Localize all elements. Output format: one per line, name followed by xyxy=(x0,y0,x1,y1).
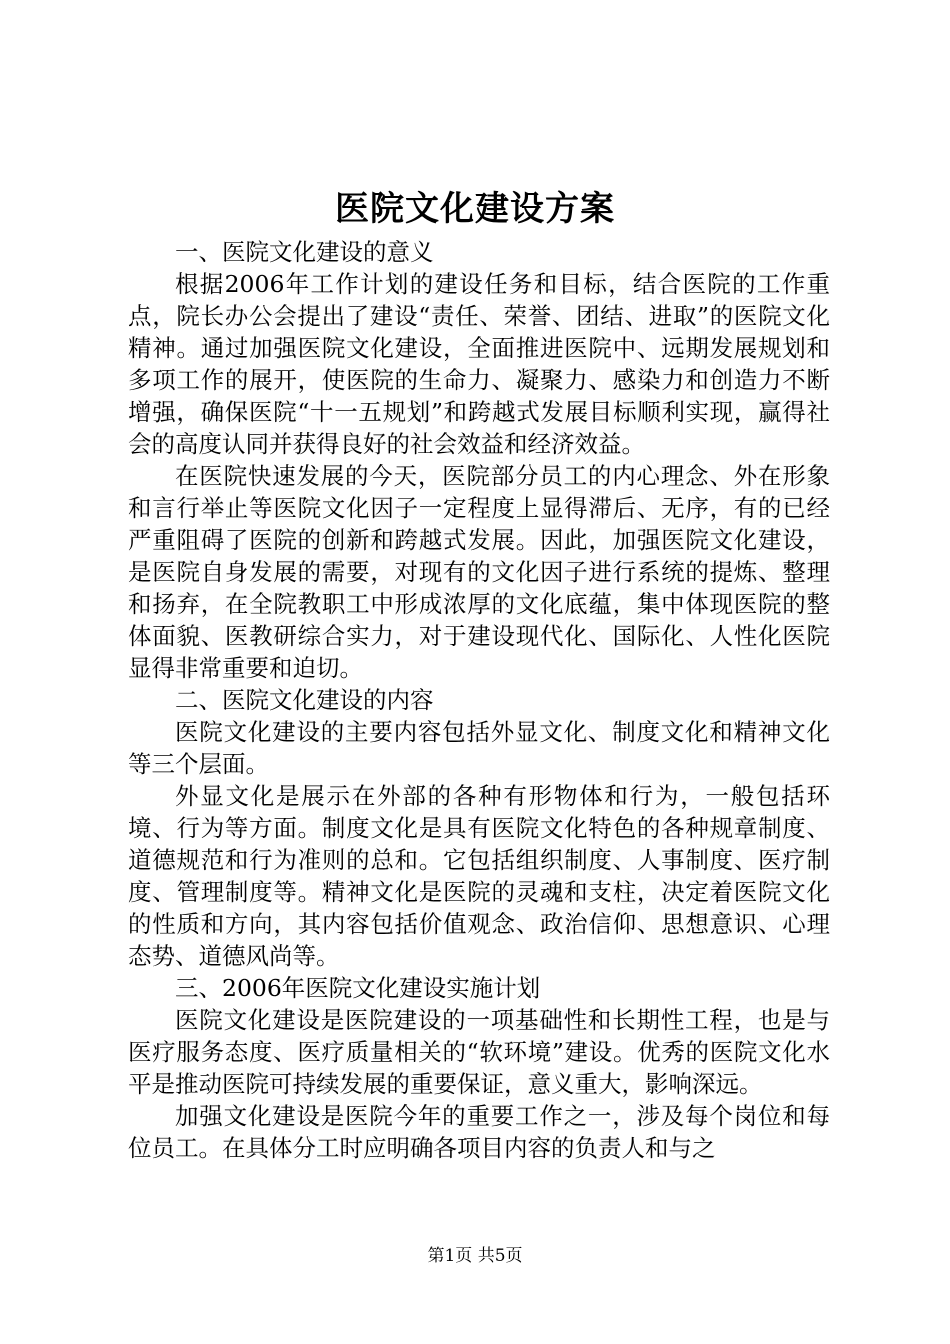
document-body xyxy=(128,236,830,1164)
section-heading: 三、2006年医院文化建设实施计划 xyxy=(175,974,541,1002)
paragraph: 医院文化建设的主要内容包括外显文化、制度文化和精神文化等三个层面。 xyxy=(128,718,830,778)
document-title: 医院文化建设方案 xyxy=(335,189,615,229)
paragraph: 根据2006年工作计划的建设任务和目标，结合医院的工作重点，院长办公会提出了建设“责任、荣誉、团结、进取”的医院文化精神。通过加强医院文化建设，全面推进医院中、远期发展规划和多项工作的展开，使医院的生命力、凝聚力、感染力和创造力不断增强，确保医院“十一五规划”和跨越式发展目标顺利实现，赢得社会的高度认同并获得良好的社会效益和经济效益。 xyxy=(128,270,830,458)
paragraph: 外显文化是展示在外部的各种有形物体和行为，一般包括环境、行为等方面。制度文化是具有医院文化特色的各种规章制度、道德规范和行为准则的总和。它包括组织制度、人事制度、医疗制度、管理制度等。精神文化是医院的灵魂和支柱，决定着医院文化的性质和方向，其内容包括价值观念、政治信仰、思想意识、心理态势、道德风尚等。 xyxy=(128,782,830,970)
paragraph: 医院文化建设是医院建设的一项基础性和长期性工程，也是与医疗服务态度、医疗质量相关的“软环境”建设。优秀的医院文化水平是推动医院可持续发展的重要保证，意义重大，影响深远。 xyxy=(128,1006,830,1098)
paragraph: 在医院快速发展的今天，医院部分员工的内心理念、外在形象和言行举止等医院文化因子一定程度上显得滞后、无序，有的已经严重阻碍了医院的创新和跨越式发展。因此，加强医院文化建设，是医院自身发展的需要，对现有的文化因子进行系统的提炼、整理和扬弃，在全院教职工中形成浓厚的文化底蕴，集中体现医院的整体面貌、医教研综合实力，对于建设现代化、国际化、人性化医院显得非常重要和迫切。 xyxy=(128,462,830,682)
page-footer: 第1页 共5页 xyxy=(427,1246,523,1266)
section-heading: 二、医院文化建设的内容 xyxy=(175,686,434,714)
section-heading: 一、医院文化建设的意义 xyxy=(175,238,434,266)
paragraph: 加强文化建设是医院今年的重要工作之一，涉及每个岗位和每位员工。在具体分工时应明确各项目内容的负责人和与之 xyxy=(128,1102,830,1162)
